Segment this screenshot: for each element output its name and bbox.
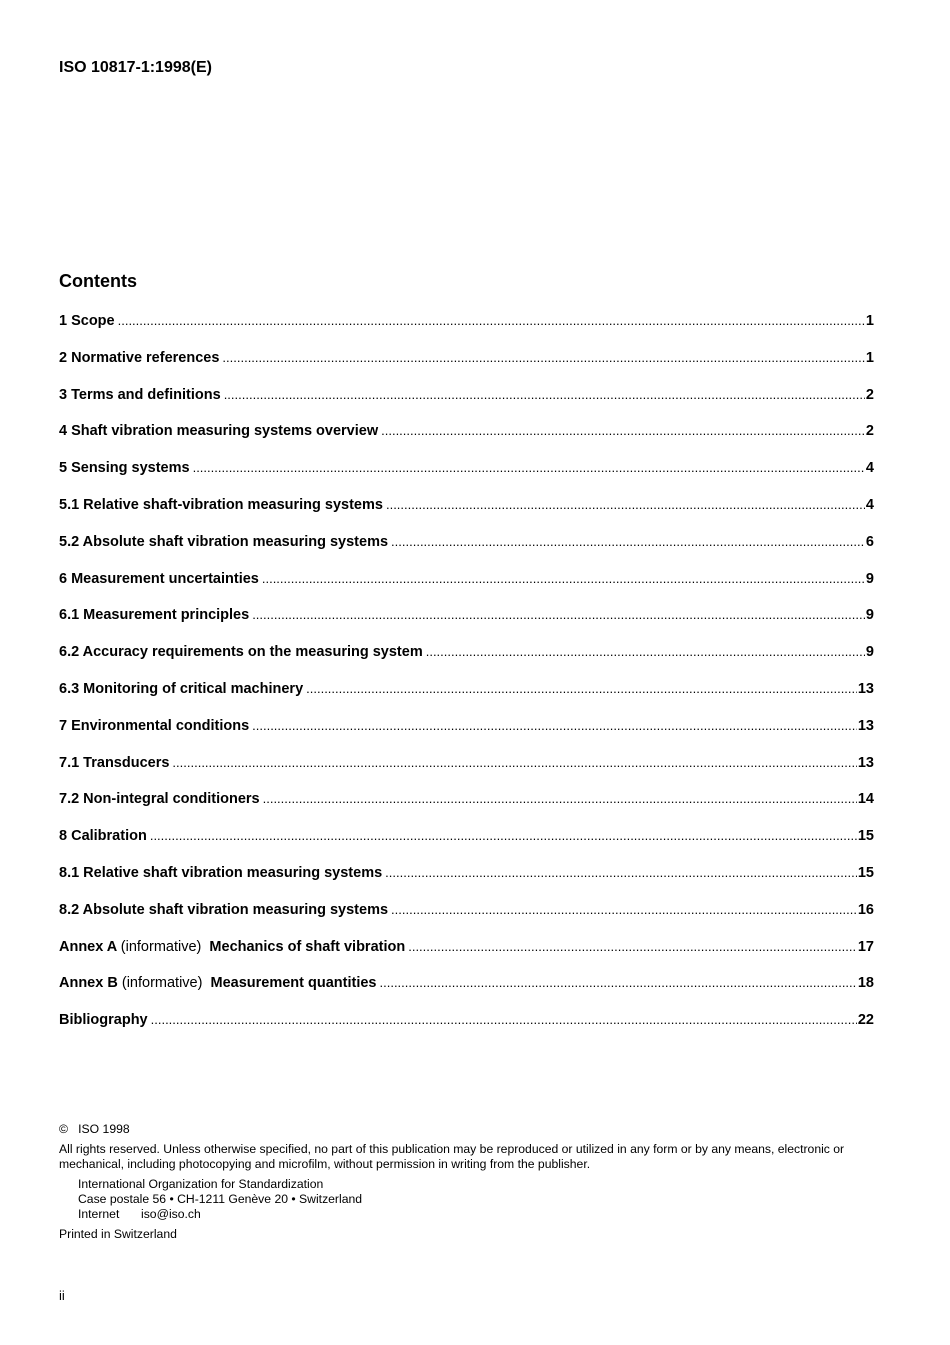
toc-entry-title xyxy=(59,975,377,991)
postal-address: Case postale 56 • CH-1211 Genève 20 • Switzerland xyxy=(78,1192,363,1206)
table-of-contents xyxy=(59,313,874,1049)
rights-statement: All rights reserved. Unless otherwise specified, no part of this publication may be reproduced or utilized in any form or by any means, electronic or mechanical, including photocopying and microfilm, without permission in writing from the publisher. xyxy=(59,1142,845,1171)
toc-leader-dots xyxy=(408,939,857,954)
toc-entry-page: 13 xyxy=(857,680,874,697)
publisher-address xyxy=(78,1177,879,1222)
toc-leader-dots xyxy=(151,1012,857,1027)
contents-heading: Contents xyxy=(59,271,137,291)
toc-entry-page: 17 xyxy=(857,938,874,955)
toc-entry-page: 13 xyxy=(857,754,874,771)
toc-leader-dots xyxy=(381,423,865,438)
toc-entry-title: 7.2 Non-integral conditioners xyxy=(59,791,260,808)
toc-entry-title: 6.3 Monitoring of critical machinery xyxy=(59,680,304,697)
copyright-block xyxy=(59,1122,879,1242)
toc-entry-page: 1 xyxy=(865,313,874,329)
toc-leader-dots xyxy=(150,828,857,843)
toc-entry-title: 3 Terms and definitions xyxy=(59,386,221,403)
toc-entry-title: 5.2 Absolute shaft vibration measuring systems xyxy=(59,533,389,550)
internet-line xyxy=(78,1207,879,1222)
toc-entry-page: 9 xyxy=(865,607,874,624)
toc-entry-7-environmental-conditions[interactable] xyxy=(59,718,874,755)
toc-entry-page: 13 xyxy=(857,717,874,734)
toc-entry-title: 4 Shaft vibration measuring systems overview xyxy=(59,423,379,440)
toc-entry-page: 4 xyxy=(865,496,874,513)
toc-entry-title: 5.1 Relative shaft-vibration measuring systems xyxy=(59,496,383,513)
toc-leader-dots xyxy=(391,902,857,917)
toc-entry-page: 14 xyxy=(857,791,874,808)
toc-entry-title: 8 Calibration xyxy=(59,828,147,845)
toc-entry-title xyxy=(59,939,405,955)
toc-leader-dots xyxy=(385,865,857,880)
toc-entry-page: 18 xyxy=(857,975,874,992)
toc-leader-dots xyxy=(252,607,865,622)
toc-entry-page: 1 xyxy=(865,349,874,366)
toc-leader-dots xyxy=(426,644,865,659)
toc-entry-page: 15 xyxy=(857,864,874,881)
annex-title: Measurement quantities xyxy=(210,975,377,992)
toc-entry-5-1-relative-systems[interactable] xyxy=(59,497,874,534)
toc-entry-annex-a[interactable] xyxy=(59,939,874,976)
annex-label: Annex A xyxy=(59,938,117,955)
toc-leader-dots xyxy=(391,534,865,549)
page-number: ii xyxy=(59,1288,65,1303)
toc-entry-title: 8.1 Relative shaft vibration measuring systems xyxy=(59,864,383,881)
printed-in: Printed in Switzerland xyxy=(59,1227,177,1241)
toc-entry-page: 2 xyxy=(865,386,874,403)
toc-leader-dots xyxy=(222,350,865,365)
toc-leader-dots xyxy=(172,755,856,770)
toc-entry-page: 6 xyxy=(865,533,874,550)
toc-entry-page: 15 xyxy=(857,828,874,845)
toc-entry-title: 6.1 Measurement principles xyxy=(59,607,250,624)
toc-entry-6-1-measurement-principles[interactable] xyxy=(59,607,874,644)
toc-entry-page: 9 xyxy=(865,644,874,661)
copyright-line xyxy=(59,1122,879,1137)
document-id-header: ISO 10817-1:1998(E) xyxy=(59,59,212,76)
toc-entry-title: Bibliography xyxy=(59,1012,148,1029)
annex-title: Mechanics of shaft vibration xyxy=(209,938,406,955)
toc-entry-bibliography[interactable] xyxy=(59,1012,874,1049)
toc-entry-title: 1 Scope xyxy=(59,313,115,329)
toc-leader-dots xyxy=(263,791,857,806)
toc-entry-7-1-transducers[interactable] xyxy=(59,755,874,792)
toc-entry-page: 9 xyxy=(865,570,874,587)
toc-entry-2-normative-references[interactable] xyxy=(59,350,874,387)
toc-entry-title: 6.2 Accuracy requirements on the measuring system xyxy=(59,644,423,661)
toc-entry-8-calibration[interactable] xyxy=(59,828,874,865)
toc-leader-dots xyxy=(262,571,865,586)
toc-entry-title: 8.2 Absolute shaft vibration measuring systems xyxy=(59,901,389,918)
toc-entry-6-2-accuracy-requirements[interactable] xyxy=(59,644,874,681)
copyright-symbol: © xyxy=(59,1122,68,1136)
toc-entry-page: 16 xyxy=(857,901,874,918)
toc-leader-dots xyxy=(306,681,857,696)
copyright-year: ISO 1998 xyxy=(78,1122,130,1136)
toc-leader-dots xyxy=(380,975,857,990)
email-address[interactable]: iso@iso.ch xyxy=(141,1207,201,1221)
toc-entry-page: 2 xyxy=(865,423,874,440)
toc-entry-title: 6 Measurement uncertainties xyxy=(59,570,259,587)
toc-entry-page: 4 xyxy=(865,460,874,477)
toc-entry-8-1-relative-systems[interactable] xyxy=(59,865,874,902)
toc-entry-title: 7 Environmental conditions xyxy=(59,717,250,734)
toc-leader-dots xyxy=(224,387,865,402)
toc-leader-dots xyxy=(118,313,865,328)
annex-note: (informative) xyxy=(121,975,203,992)
toc-leader-dots xyxy=(386,497,865,512)
toc-entry-6-measurement-uncertainties[interactable] xyxy=(59,571,874,608)
toc-leader-dots xyxy=(252,718,857,733)
toc-entry-4-systems-overview[interactable] xyxy=(59,423,874,460)
toc-entry-5-2-absolute-systems[interactable] xyxy=(59,534,874,571)
toc-entry-title: 2 Normative references xyxy=(59,349,220,366)
toc-entry-3-terms-and-definitions[interactable] xyxy=(59,387,874,424)
annex-label: Annex B xyxy=(59,975,118,992)
internet-label: Internet xyxy=(78,1207,120,1221)
toc-entry-1-scope[interactable] xyxy=(59,313,874,350)
toc-entry-annex-b[interactable] xyxy=(59,975,874,1012)
toc-entry-5-sensing-systems[interactable] xyxy=(59,460,874,497)
toc-entry-title: 5 Sensing systems xyxy=(59,460,190,477)
organization-name: International Organization for Standardization xyxy=(78,1177,324,1191)
toc-entry-title: 7.1 Transducers xyxy=(59,754,170,771)
toc-entry-7-2-non-integral-conditioners[interactable] xyxy=(59,791,874,828)
annex-note: (informative) xyxy=(120,938,202,955)
toc-entry-8-2-absolute-systems[interactable] xyxy=(59,902,874,939)
toc-entry-6-3-monitoring[interactable] xyxy=(59,681,874,718)
toc-entry-page: 22 xyxy=(857,1012,874,1029)
toc-leader-dots xyxy=(193,460,865,475)
